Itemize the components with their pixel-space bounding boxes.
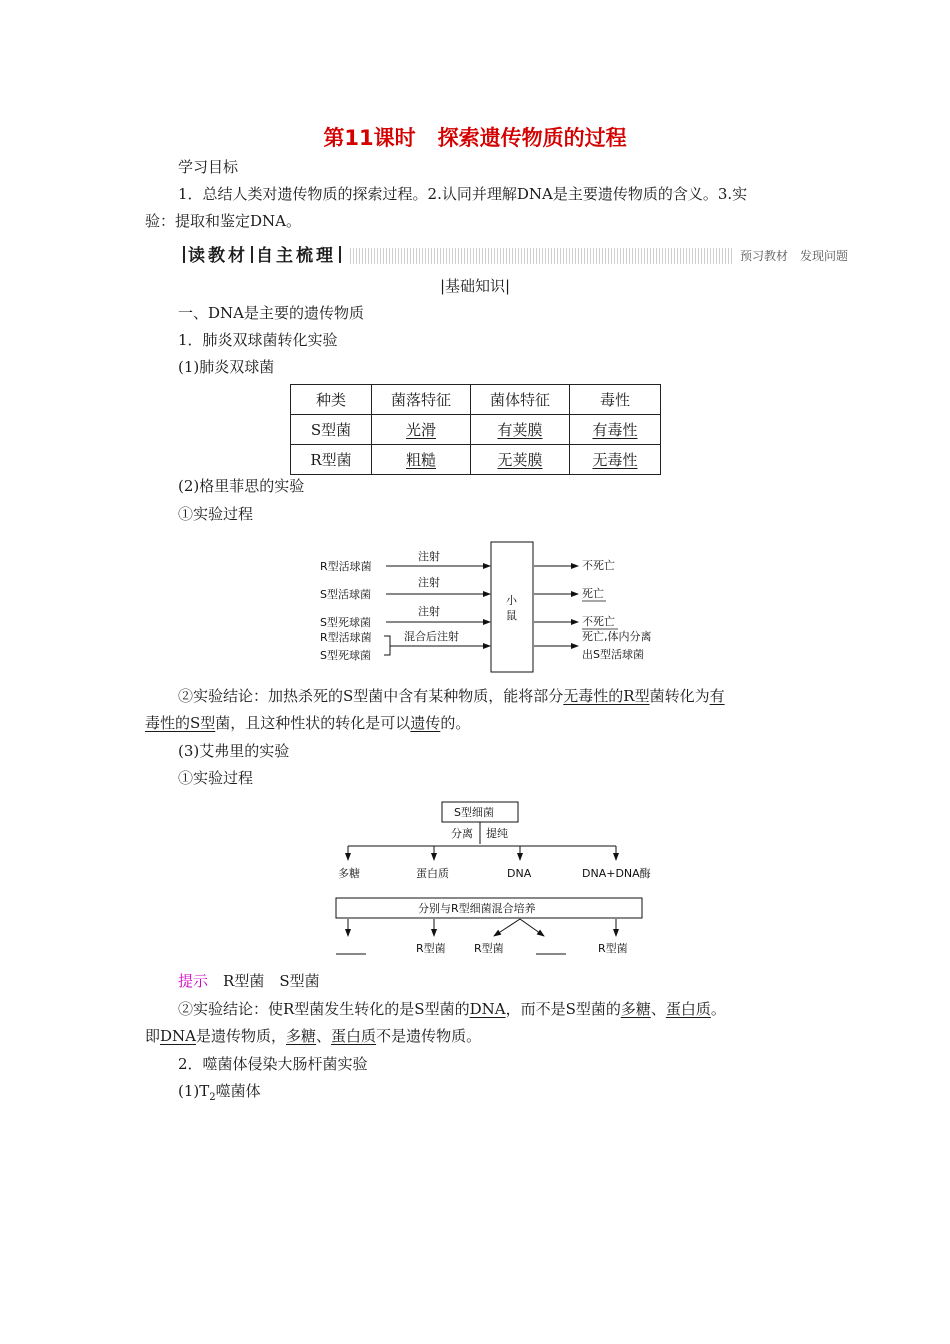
component-label: 多糖 — [338, 867, 360, 880]
banner-left-b: 自主梳理 — [256, 246, 336, 266]
s-bacteria-label: S型细菌 — [454, 806, 494, 819]
inject-label: 注射 — [418, 576, 440, 589]
section1-sub1: 1．肺炎双球菌转化实验 — [178, 331, 338, 349]
input-label: R型活球菌 — [320, 560, 372, 573]
input-label: S型死球菌 — [320, 616, 371, 629]
table-cell: S型菌 — [291, 415, 372, 445]
input-label: R型活球菌 — [320, 631, 372, 644]
result-label: R型菌 — [416, 942, 446, 955]
output-label: 不死亡 — [582, 615, 615, 628]
bacteria-table — [290, 384, 661, 475]
result-label: R型菌 — [598, 942, 628, 955]
table-cell: 无荚膜 — [471, 445, 570, 475]
inject-label: 注射 — [418, 605, 440, 618]
objectives-line2: 验：提取和鉴定DNA。 — [145, 212, 301, 230]
output-label: 不死亡 — [582, 559, 615, 572]
output-label: 死亡,体内分离 — [582, 630, 652, 643]
table-cell: 有荚膜 — [471, 415, 570, 445]
mouse-label: 小 — [506, 594, 517, 607]
section1-heading: 一、DNA是主要的遗传物质 — [178, 304, 364, 322]
separate-label: 分离 — [451, 827, 473, 840]
input-label: S型死球菌 — [320, 649, 371, 662]
section2-heading: 2．噬菌体侵染大肠杆菌实验 — [178, 1055, 368, 1073]
result-label: R型菌 — [474, 942, 504, 955]
table-cell: 光滑 — [372, 415, 471, 445]
tip-label: 提示 — [178, 972, 209, 990]
avery-conclusion-line1: ②实验结论：使R型菌发生转化的是S型菌的DNA，而不是S型菌的多糖、蛋白质。 — [178, 1000, 726, 1018]
griffith-heading: (2)格里菲思的实验 — [178, 477, 305, 495]
table-header: 菌落特征 — [372, 385, 471, 415]
tip-text: R型菌 S型菌 — [223, 972, 320, 990]
avery-tip — [178, 970, 320, 992]
section1-item1: (1)肺炎双球菌 — [178, 358, 275, 376]
griffith-process: ①实验过程 — [178, 505, 254, 523]
griffith-conclusion-line2: 毒性的S型菌，且这种性状的转化是可以遗传的。 — [145, 714, 471, 732]
banner-left-a: 读教材 — [188, 246, 248, 266]
table-header: 种类 — [291, 385, 372, 415]
avery-conclusion-line2: 即DNA是遗传物质，多糖、蛋白质不是遗传物质。 — [145, 1027, 482, 1045]
avery-process: ①实验过程 — [178, 769, 254, 787]
title-lesson: 第11课时 — [323, 126, 416, 150]
objectives-line1: 1．总结人类对遗传物质的探索过程。2.认同并理解DNA是主要遗传物质的含义。3.实 — [178, 185, 748, 203]
mix-inject-label: 混合后注射 — [404, 630, 459, 643]
table-cell: 有毒性 — [570, 415, 661, 445]
mix-culture-label: 分别与R型细菌混合培养 — [418, 902, 536, 915]
page-title — [0, 122, 950, 152]
table-cell: R型菌 — [291, 445, 372, 475]
output-label: 出S型活球菌 — [582, 648, 644, 661]
basic-knowledge-label: |基础知识| — [439, 277, 511, 295]
inject-label: 注射 — [418, 550, 440, 563]
mouse-box — [491, 542, 533, 672]
table-header-row — [291, 385, 661, 415]
table-cell: 粗糙 — [372, 445, 471, 475]
banner-right: 预习教材 发现问题 — [734, 247, 848, 265]
mouse-label: 鼠 — [506, 609, 517, 622]
griffith-conclusion-line1: ②实验结论：加热杀死的S型菌中含有某种物质，能将部分无毒性的R型菌转化为有 — [178, 687, 725, 705]
section2-item1: $(1)T_2$噬菌体 — [178, 1082, 261, 1103]
purify-label: 提纯 — [486, 827, 508, 840]
section-banner — [180, 245, 848, 267]
table-row — [291, 445, 661, 475]
table-row — [291, 415, 661, 445]
output-label: 死亡 — [582, 587, 604, 600]
input-label: S型活球菌 — [320, 588, 371, 601]
table-header: 菌体特征 — [471, 385, 570, 415]
banner-label — [180, 245, 344, 267]
avery-diagram — [330, 800, 670, 962]
table-cell: 无毒性 — [570, 445, 661, 475]
griffith-diagram — [310, 538, 690, 676]
title-topic: 探索遗传物质的过程 — [437, 126, 627, 150]
component-label: 蛋白质 — [416, 867, 449, 880]
component-label: DNA — [507, 867, 532, 880]
avery-heading: (3)艾弗里的实验 — [178, 742, 290, 760]
component-label: DNA+DNA酶 — [582, 867, 651, 880]
objectives-heading: 学习目标 — [178, 158, 239, 176]
table-header: 毒性 — [570, 385, 661, 415]
